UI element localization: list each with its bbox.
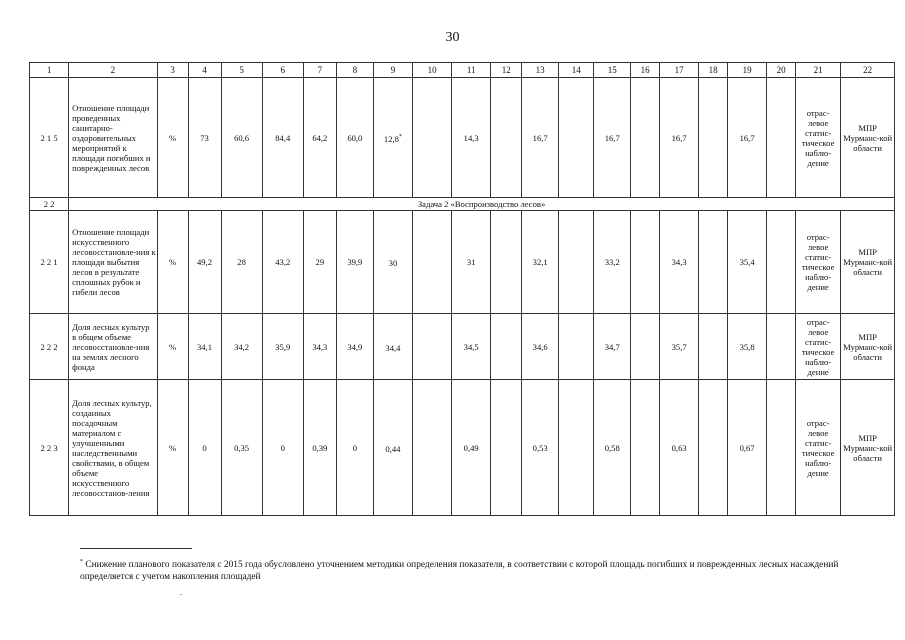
org-cell: МПР Мурманс-кой области <box>841 211 895 314</box>
indicator-name: Отношение площади проведенных санитарно-оздоровительных мероприятий к площади погибших и поврежденных лесов <box>69 78 158 198</box>
org-cell: МПР Мурманс-кой области <box>841 380 895 516</box>
value-cell: 34,3 <box>303 314 336 380</box>
value-cell: 49,2 <box>188 211 221 314</box>
value-cell: 35,7 <box>660 314 699 380</box>
value-cell: 0,35 <box>221 380 262 516</box>
source-cell: отрас-левое статис-тическое наблю-дение <box>796 380 841 516</box>
value-cell: 0,53 <box>522 380 559 516</box>
source-cell: отрас-левое статис-тическое наблю-дение <box>796 78 841 198</box>
value-cell: 0,67 <box>728 380 767 516</box>
value-cell: 35,9 <box>262 314 303 380</box>
value-cell: 0 <box>188 380 221 516</box>
value-cell: 34,7 <box>594 314 631 380</box>
value-cell: 34,2 <box>221 314 262 380</box>
value-cell: 34,6 <box>522 314 559 380</box>
header-row <box>30 63 895 78</box>
empty-cell <box>767 78 796 198</box>
empty-cell <box>413 314 452 380</box>
unit-cell: % <box>157 78 188 198</box>
footnote-rule <box>80 548 192 549</box>
column-header: 2 <box>69 63 158 78</box>
indicator-name: Доля лесных культур в общем объеме лесовосстановле-ния на землях лесного фонда <box>69 314 158 380</box>
footnote-ref: * <box>398 133 402 140</box>
page-number: 30 <box>445 30 460 45</box>
empty-cell <box>631 314 660 380</box>
column-header: 3 <box>157 63 188 78</box>
value-cell: 0,39 <box>303 380 336 516</box>
empty-cell <box>631 78 660 198</box>
footnote-text: Снижение планового показателя с 2015 года обусловлено уточнением методики определения показателя, в соответствии с которой площадь погибших и поврежденных лесных насаждений определяется с учетом накопления площадей <box>80 560 839 583</box>
column-header: 4 <box>188 63 221 78</box>
value-cell: 43,2 <box>262 211 303 314</box>
value-cell: 33,2 <box>594 211 631 314</box>
value-cell: 34,1 <box>188 314 221 380</box>
value-cell: 84,4 <box>262 78 303 198</box>
column-header: 13 <box>522 63 559 78</box>
indicators-table <box>29 62 895 516</box>
column-header: 6 <box>262 63 303 78</box>
value-cell: 0 <box>336 380 373 516</box>
column-header: 15 <box>594 63 631 78</box>
value-cell: 29 <box>303 211 336 314</box>
org-cell: МПР Мурманс-кой области <box>841 78 895 198</box>
value-cell: 14,3 <box>452 78 491 198</box>
column-header: 20 <box>767 63 796 78</box>
column-header: 5 <box>221 63 262 78</box>
column-header: 1 <box>30 63 69 78</box>
column-header: 8 <box>336 63 373 78</box>
unit-cell: % <box>157 380 188 516</box>
value-cell: 73 <box>188 78 221 198</box>
value-cell <box>373 78 412 198</box>
empty-cell <box>559 211 594 314</box>
section-row <box>30 198 895 211</box>
value-cell <box>373 380 412 516</box>
value-cell <box>373 211 412 314</box>
empty-cell <box>699 211 728 314</box>
empty-cell <box>559 314 594 380</box>
unit-cell: % <box>157 211 188 314</box>
value-text: 30 <box>388 257 398 268</box>
row-code: 2 2 2 <box>30 314 69 380</box>
value-text: 12,8 <box>383 133 399 144</box>
unit-cell: % <box>157 314 188 380</box>
empty-cell <box>699 78 728 198</box>
empty-cell <box>699 314 728 380</box>
value-cell <box>373 314 412 380</box>
value-cell: 34,9 <box>336 314 373 380</box>
empty-cell <box>491 211 522 314</box>
row-code: 2 2 3 <box>30 380 69 516</box>
value-cell: 32,1 <box>522 211 559 314</box>
indicator-name: Доля лесных культур, созданных посадочным материалом с улучшенными наследственными свойствами, в общем объеме искусственного лесовосстанов-ления <box>69 380 158 516</box>
value-text: 0,44 <box>385 443 401 454</box>
column-header: 21 <box>796 63 841 78</box>
value-cell: 16,7 <box>728 78 767 198</box>
empty-cell <box>631 380 660 516</box>
value-cell: 35,8 <box>728 314 767 380</box>
column-header: 9 <box>373 63 412 78</box>
empty-cell <box>413 211 452 314</box>
value-cell: 35,4 <box>728 211 767 314</box>
source-cell: отрас-левое статис-тическое наблю-дение <box>796 314 841 380</box>
column-header: 10 <box>413 63 452 78</box>
empty-cell <box>413 78 452 198</box>
column-header: 22 <box>841 63 895 78</box>
column-header: 11 <box>452 63 491 78</box>
row-code: 2 2 1 <box>30 211 69 314</box>
value-cell: 0,58 <box>594 380 631 516</box>
value-cell: 16,7 <box>660 78 699 198</box>
value-cell: 16,7 <box>522 78 559 198</box>
value-cell: 16,7 <box>594 78 631 198</box>
source-cell: отрас-левое статис-тическое наблю-дение <box>796 211 841 314</box>
value-cell: 0,49 <box>452 380 491 516</box>
empty-cell <box>699 380 728 516</box>
empty-cell <box>491 380 522 516</box>
table-row <box>30 78 895 198</box>
empty-cell <box>413 380 452 516</box>
column-header: 17 <box>660 63 699 78</box>
value-cell: 39,9 <box>336 211 373 314</box>
value-cell: 34,3 <box>660 211 699 314</box>
table-row <box>30 380 895 516</box>
column-header: 18 <box>699 63 728 78</box>
column-header: 19 <box>728 63 767 78</box>
table-row <box>30 211 895 314</box>
value-cell: 64,2 <box>303 78 336 198</box>
empty-cell <box>491 314 522 380</box>
section-title: Задача 2 «Воспроизводство лесов» <box>69 198 895 211</box>
footnote <box>80 556 880 583</box>
value-cell: 34,5 <box>452 314 491 380</box>
empty-cell <box>491 78 522 198</box>
table-row <box>30 314 895 380</box>
section-code: 2 2 <box>30 198 69 211</box>
value-cell: 28 <box>221 211 262 314</box>
footnote-mark: * <box>80 559 83 565</box>
value-cell: 0,63 <box>660 380 699 516</box>
empty-cell <box>767 211 796 314</box>
empty-cell <box>767 380 796 516</box>
empty-cell <box>767 314 796 380</box>
value-text: 34,4 <box>385 342 401 353</box>
value-cell: 0 <box>262 380 303 516</box>
column-header: 16 <box>631 63 660 78</box>
empty-cell <box>631 211 660 314</box>
empty-cell <box>559 380 594 516</box>
stray-mark: . <box>180 588 182 597</box>
value-cell: 60,6 <box>221 78 262 198</box>
value-cell: 31 <box>452 211 491 314</box>
column-header: 7 <box>303 63 336 78</box>
column-header: 12 <box>491 63 522 78</box>
empty-cell <box>559 78 594 198</box>
row-code: 2 1 5 <box>30 78 69 198</box>
column-header: 14 <box>559 63 594 78</box>
org-cell: МПР Мурманс-кой области <box>841 314 895 380</box>
value-cell: 60,0 <box>336 78 373 198</box>
indicator-name: Отношение площади искусственного лесовосстановле-ния к площади выбытия лесов в результате сплошных рубок и гибели лесов <box>69 211 158 314</box>
